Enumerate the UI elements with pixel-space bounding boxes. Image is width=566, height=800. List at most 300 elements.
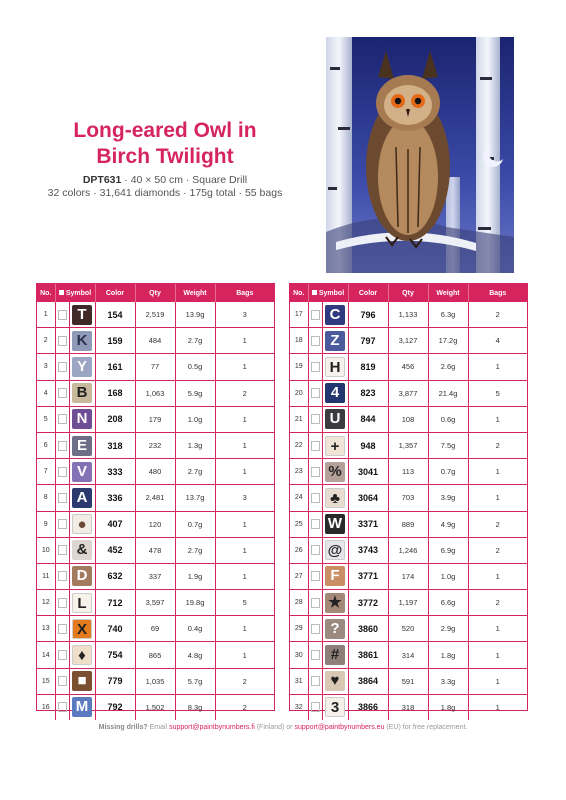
- symbol-tile: H: [325, 357, 345, 377]
- checkbox-icon[interactable]: [58, 414, 67, 424]
- table-row: [290, 537, 527, 563]
- quantity: 703: [388, 485, 428, 511]
- color-code: 336: [95, 485, 135, 511]
- symbol-tile: ●: [72, 514, 92, 534]
- checkbox-icon[interactable]: [58, 362, 67, 372]
- checkbox-icon[interactable]: [58, 467, 67, 477]
- symbol-cell: [69, 302, 95, 328]
- row-number: 5: [37, 406, 55, 432]
- row-checkbox[interactable]: [55, 432, 69, 458]
- quantity: 1,502: [135, 694, 175, 720]
- header: [40, 118, 290, 200]
- title-line1: Long-eared Owl in: [73, 119, 257, 142]
- weight: 1.3g: [175, 432, 215, 458]
- row-number: 19: [290, 354, 308, 380]
- quantity: 889: [388, 511, 428, 537]
- symbol-tile: D: [72, 566, 92, 586]
- symbol-cell: [322, 354, 348, 380]
- checkbox-icon[interactable]: [311, 624, 320, 634]
- checkbox-icon[interactable]: [58, 493, 67, 503]
- table-header-row: [37, 284, 274, 302]
- footer-lead: Missing drills?: [98, 724, 148, 731]
- row-number: 24: [290, 485, 308, 511]
- symbol-tile: ★: [325, 593, 345, 613]
- row-number: 3: [37, 354, 55, 380]
- bags: 1: [215, 459, 274, 485]
- weight: 0.7g: [428, 459, 468, 485]
- bags: 1: [215, 563, 274, 589]
- weight: 1.8g: [428, 694, 468, 720]
- symbol-tile: F: [325, 566, 345, 586]
- row-number: 23: [290, 459, 308, 485]
- table-row: [290, 432, 527, 458]
- symbol-cell: [69, 694, 95, 720]
- row-number: 12: [37, 590, 55, 616]
- checkbox-icon[interactable]: [58, 624, 67, 634]
- checkbox-icon[interactable]: [58, 571, 67, 581]
- quantity: 120: [135, 511, 175, 537]
- header-color: Color: [348, 284, 388, 302]
- row-checkbox[interactable]: [55, 380, 69, 406]
- bags: 2: [242, 702, 247, 712]
- row-checkbox[interactable]: [308, 328, 322, 354]
- table-row: [290, 694, 527, 720]
- symbol-tile: M: [72, 697, 92, 717]
- symbol-cell: [69, 380, 95, 406]
- checkbox-icon[interactable]: [311, 676, 320, 686]
- checkbox-icon[interactable]: [311, 336, 320, 346]
- checkbox-icon[interactable]: [311, 414, 320, 424]
- symbol-cell: [69, 328, 95, 354]
- weight: 7.5g: [428, 432, 468, 458]
- table-row: [290, 406, 527, 432]
- color-code: 844: [348, 406, 388, 432]
- checkbox-icon[interactable]: [58, 650, 67, 660]
- color-code: 3772: [348, 590, 388, 616]
- color-table-left: [36, 283, 275, 716]
- checkbox-icon[interactable]: [58, 336, 67, 346]
- color-code: 819: [348, 354, 388, 380]
- table-row: [37, 642, 274, 668]
- symbol-cell: [322, 590, 348, 616]
- checkbox-icon[interactable]: [58, 310, 67, 320]
- table-row: [37, 616, 274, 642]
- checkbox-icon[interactable]: [58, 519, 67, 529]
- color-code: 712: [95, 590, 135, 616]
- weight: 2.7g: [175, 328, 215, 354]
- weight: 1.8g: [428, 642, 468, 668]
- weight: 2.7g: [175, 459, 215, 485]
- symbol-cell: [322, 537, 348, 563]
- symbol-tile: U: [325, 409, 345, 429]
- row-checkbox[interactable]: [55, 302, 69, 328]
- quantity: 314: [388, 642, 428, 668]
- symbol-cell: [322, 485, 348, 511]
- row-checkbox[interactable]: [308, 642, 322, 668]
- table-row: [37, 328, 274, 354]
- table-row: [290, 354, 527, 380]
- color-code: 161: [95, 354, 135, 380]
- symbol-tile: 3: [325, 697, 345, 717]
- row-checkbox[interactable]: [55, 328, 69, 354]
- symbol-tile: L: [72, 593, 92, 613]
- symbol-tile: A: [72, 488, 92, 508]
- table-row: [37, 380, 274, 406]
- table-row: [290, 459, 527, 485]
- color-code: 407: [95, 511, 135, 537]
- row-number: 2: [37, 328, 55, 354]
- symbol-tile: #: [325, 645, 345, 665]
- row-number: 28: [290, 590, 308, 616]
- row-checkbox[interactable]: [55, 642, 69, 668]
- row-number: 1: [37, 302, 55, 328]
- quantity: 3,127: [388, 328, 428, 354]
- checkbox-icon[interactable]: [58, 388, 67, 398]
- footer-text-1: Email: [147, 724, 170, 731]
- quantity: 2,481: [135, 485, 175, 511]
- row-checkbox[interactable]: [55, 459, 69, 485]
- row-number: 14: [37, 642, 55, 668]
- bags: 1: [215, 642, 274, 668]
- row-checkbox[interactable]: [55, 668, 69, 694]
- weight: 6.3g: [428, 302, 468, 328]
- footer-text-3: (EU) for free replacement.: [384, 724, 468, 731]
- quantity: 113: [388, 459, 428, 485]
- symbol-tile: E: [72, 436, 92, 456]
- bags: 1: [468, 354, 527, 380]
- bags: 3: [215, 485, 274, 511]
- symbol-cell: [69, 511, 95, 537]
- color-code: 792: [95, 694, 135, 720]
- weight: 1.0g: [428, 563, 468, 589]
- bags: 1: [468, 668, 527, 694]
- quantity: 478: [135, 537, 175, 563]
- checkbox-icon[interactable]: [311, 702, 320, 712]
- color-code: 154: [95, 302, 135, 328]
- row-checkbox[interactable]: [55, 406, 69, 432]
- symbol-cell: [322, 668, 348, 694]
- row-number: 4: [37, 380, 55, 406]
- color-code: 3861: [348, 642, 388, 668]
- bags: 4: [468, 328, 527, 354]
- row-checkbox[interactable]: [55, 485, 69, 511]
- symbol-cell: [69, 590, 95, 616]
- bags: 3: [215, 302, 274, 328]
- symbol-cell: [322, 328, 348, 354]
- row-number: 26: [290, 537, 308, 563]
- quantity: 179: [135, 406, 175, 432]
- header-no: No.: [290, 284, 308, 302]
- color-code: 452: [95, 537, 135, 563]
- checkbox-icon[interactable]: [58, 676, 67, 686]
- checkbox-icon[interactable]: [311, 493, 320, 503]
- row-checkbox[interactable]: [308, 511, 322, 537]
- symbol-cell: [69, 642, 95, 668]
- symbol-cell: [69, 537, 95, 563]
- header-weight: Weight: [175, 284, 215, 302]
- color-code: 3864: [348, 668, 388, 694]
- quantity: 1,133: [388, 302, 428, 328]
- row-checkbox[interactable]: [55, 537, 69, 563]
- table-row: [290, 511, 527, 537]
- row-number: 32: [290, 694, 308, 720]
- header-no: No.: [37, 284, 55, 302]
- symbol-tile: C: [325, 305, 345, 325]
- row-checkbox[interactable]: [308, 694, 322, 720]
- table-row: [290, 668, 527, 694]
- symbol-cell: [69, 616, 95, 642]
- symbol-cell: [322, 432, 348, 458]
- weight: 6.6g: [428, 590, 468, 616]
- owl-artwork: [326, 37, 514, 273]
- symbol-tile: ?: [325, 619, 345, 639]
- color-code: 740: [95, 616, 135, 642]
- weight: 1.9g: [175, 563, 215, 589]
- support-email-fi-link[interactable]: support@paintbynumbers.fi: [169, 724, 255, 731]
- color-code: 3743: [348, 537, 388, 563]
- footer-text-2: (Finland) or: [254, 724, 295, 731]
- color-code: 333: [95, 459, 135, 485]
- row-number: 21: [290, 406, 308, 432]
- row-checkbox[interactable]: [308, 537, 322, 563]
- table-row: [290, 328, 527, 354]
- color-code: 3866: [348, 694, 388, 720]
- weight: 17.2g: [428, 328, 468, 354]
- header-symbol: Symbol: [55, 284, 95, 302]
- quantity: 484: [135, 328, 175, 354]
- row-checkbox[interactable]: [55, 354, 69, 380]
- quantity: 865: [135, 642, 175, 668]
- row-number: 27: [290, 563, 308, 589]
- row-number: 22: [290, 432, 308, 458]
- quantity: 591: [388, 668, 428, 694]
- bags: 1: [468, 485, 527, 511]
- checkbox-icon[interactable]: [311, 388, 320, 398]
- color-code: 823: [348, 380, 388, 406]
- color-code: 796: [348, 302, 388, 328]
- weight: 6.9g: [428, 537, 468, 563]
- checkbox-icon[interactable]: [311, 310, 320, 320]
- row-number: 31: [290, 668, 308, 694]
- header-qty: Qty: [388, 284, 428, 302]
- bags: 1: [495, 702, 500, 712]
- symbol-cell: [322, 694, 348, 720]
- checkbox-icon[interactable]: [311, 650, 320, 660]
- header-symbol: Symbol: [308, 284, 348, 302]
- symbol-cell: [322, 406, 348, 432]
- symbol-tile: ♣: [325, 488, 345, 508]
- bags: 1: [468, 459, 527, 485]
- header-checkbox-icon: [312, 290, 317, 295]
- symbol-tile: %: [325, 462, 345, 482]
- title-line2: Birch Twilight: [96, 145, 234, 168]
- symbol-tile: Y: [72, 357, 92, 377]
- table-row: [37, 485, 274, 511]
- color-code: 3064: [348, 485, 388, 511]
- symbol-tile: N: [72, 409, 92, 429]
- quantity: 232: [135, 432, 175, 458]
- symbol-cell: [322, 302, 348, 328]
- row-number: 11: [37, 563, 55, 589]
- bags: 1: [215, 328, 274, 354]
- symbol-cell: [322, 563, 348, 589]
- row-number: 9: [37, 511, 55, 537]
- weight: 5.7g: [175, 668, 215, 694]
- symbol-cell: [69, 406, 95, 432]
- color-code: 168: [95, 380, 135, 406]
- row-number: 17: [290, 302, 308, 328]
- quantity: 520: [388, 616, 428, 642]
- bags: 1: [215, 406, 274, 432]
- symbol-tile: K: [72, 331, 92, 351]
- table-row: [37, 302, 274, 328]
- row-number: 6: [37, 432, 55, 458]
- bags: 5: [468, 380, 527, 406]
- checkbox-icon[interactable]: [58, 441, 67, 451]
- color-code: 159: [95, 328, 135, 354]
- symbol-tile: B: [72, 383, 92, 403]
- symbol-cell: [69, 432, 95, 458]
- symbol-tile: ■: [72, 671, 92, 691]
- color-code: 948: [348, 432, 388, 458]
- bags: 2: [468, 432, 527, 458]
- row-number: 15: [37, 668, 55, 694]
- quantity: 318: [388, 694, 428, 720]
- quantity: 2,519: [135, 302, 175, 328]
- row-checkbox[interactable]: [308, 432, 322, 458]
- symbol-tile: @: [325, 540, 345, 560]
- summary-line: 32 colors · 31,641 diamonds · 175g total · 55 bags: [47, 187, 283, 199]
- color-code: 3371: [348, 511, 388, 537]
- table-row: [290, 380, 527, 406]
- row-checkbox[interactable]: [55, 563, 69, 589]
- quantity: 69: [135, 616, 175, 642]
- checkbox-icon[interactable]: [311, 362, 320, 372]
- table-row: [290, 616, 527, 642]
- header-weight: Weight: [428, 284, 468, 302]
- checkbox-icon[interactable]: [311, 441, 320, 451]
- table-row: [37, 459, 274, 485]
- color-code: 208: [95, 406, 135, 432]
- weight: 0.7g: [175, 511, 215, 537]
- row-checkbox[interactable]: [55, 694, 69, 720]
- bags: 1: [468, 616, 527, 642]
- table-row: [290, 563, 527, 589]
- row-checkbox[interactable]: [55, 511, 69, 537]
- bags: 2: [215, 380, 274, 406]
- symbol-tile: &: [72, 540, 92, 560]
- row-checkbox[interactable]: [55, 616, 69, 642]
- quantity: 337: [135, 563, 175, 589]
- spec-line: [40, 174, 290, 187]
- checkbox-icon[interactable]: [311, 571, 320, 581]
- weight: 1.0g: [175, 406, 215, 432]
- row-checkbox[interactable]: [55, 590, 69, 616]
- row-checkbox[interactable]: [308, 380, 322, 406]
- bags: 1: [215, 354, 274, 380]
- bags: 2: [468, 537, 527, 563]
- color-code: 779: [95, 668, 135, 694]
- table-row: [290, 302, 527, 328]
- symbol-tile: X: [72, 619, 92, 639]
- table-header-row: [290, 284, 527, 302]
- checkbox-icon[interactable]: [58, 598, 67, 608]
- row-number: 29: [290, 616, 308, 642]
- owl-image: [326, 37, 514, 273]
- bags: 1: [215, 616, 274, 642]
- row-checkbox[interactable]: [308, 302, 322, 328]
- bags: 1: [215, 537, 274, 563]
- color-table-1: [37, 284, 274, 720]
- weight: 2.6g: [428, 354, 468, 380]
- weight: 3.9g: [428, 485, 468, 511]
- row-number: 10: [37, 537, 55, 563]
- row-checkbox[interactable]: [308, 590, 322, 616]
- color-code: 632: [95, 563, 135, 589]
- checkbox-icon[interactable]: [311, 467, 320, 477]
- color-code: 3860: [348, 616, 388, 642]
- bags: 1: [215, 511, 274, 537]
- product-code: DPT631: [82, 174, 122, 186]
- symbol-tile: ♥: [325, 671, 345, 691]
- support-email-eu-link[interactable]: support@paintbynumbers.eu: [294, 724, 385, 731]
- footer-note: [0, 724, 566, 731]
- color-code: 754: [95, 642, 135, 668]
- row-checkbox[interactable]: [308, 354, 322, 380]
- table-row: [37, 432, 274, 458]
- symbol-cell: [69, 668, 95, 694]
- table-row: [290, 485, 527, 511]
- symbol-cell: [69, 485, 95, 511]
- row-number: 8: [37, 485, 55, 511]
- quantity: 174: [388, 563, 428, 589]
- table-row: [37, 590, 274, 616]
- table-row: [37, 406, 274, 432]
- row-checkbox[interactable]: [308, 406, 322, 432]
- header-checkbox-icon: [59, 290, 64, 295]
- color-code: 3771: [348, 563, 388, 589]
- row-checkbox[interactable]: [308, 459, 322, 485]
- table-row: [37, 694, 274, 720]
- row-checkbox[interactable]: [308, 485, 322, 511]
- row-number: 30: [290, 642, 308, 668]
- checkbox-icon[interactable]: [311, 545, 320, 555]
- symbol-cell: [322, 616, 348, 642]
- bags: 1: [215, 432, 274, 458]
- symbol-cell: [69, 563, 95, 589]
- checkbox-icon[interactable]: [58, 702, 67, 712]
- quantity: 3,597: [135, 590, 175, 616]
- quantity: 456: [388, 354, 428, 380]
- checkbox-icon[interactable]: [58, 545, 67, 555]
- row-checkbox[interactable]: [308, 563, 322, 589]
- symbol-tile: V: [72, 462, 92, 482]
- weight: 0.4g: [175, 616, 215, 642]
- table-row: [37, 537, 274, 563]
- bags: 5: [215, 590, 274, 616]
- quantity: 3,877: [388, 380, 428, 406]
- symbol-tile: +: [325, 436, 345, 456]
- weight: 2.7g: [175, 537, 215, 563]
- table-row: [290, 642, 527, 668]
- row-checkbox[interactable]: [308, 668, 322, 694]
- symbol-tile: T: [72, 305, 92, 325]
- quantity: 108: [388, 406, 428, 432]
- checkbox-icon[interactable]: [311, 598, 320, 608]
- checkbox-icon[interactable]: [311, 519, 320, 529]
- symbol-cell: [69, 459, 95, 485]
- row-checkbox[interactable]: [308, 616, 322, 642]
